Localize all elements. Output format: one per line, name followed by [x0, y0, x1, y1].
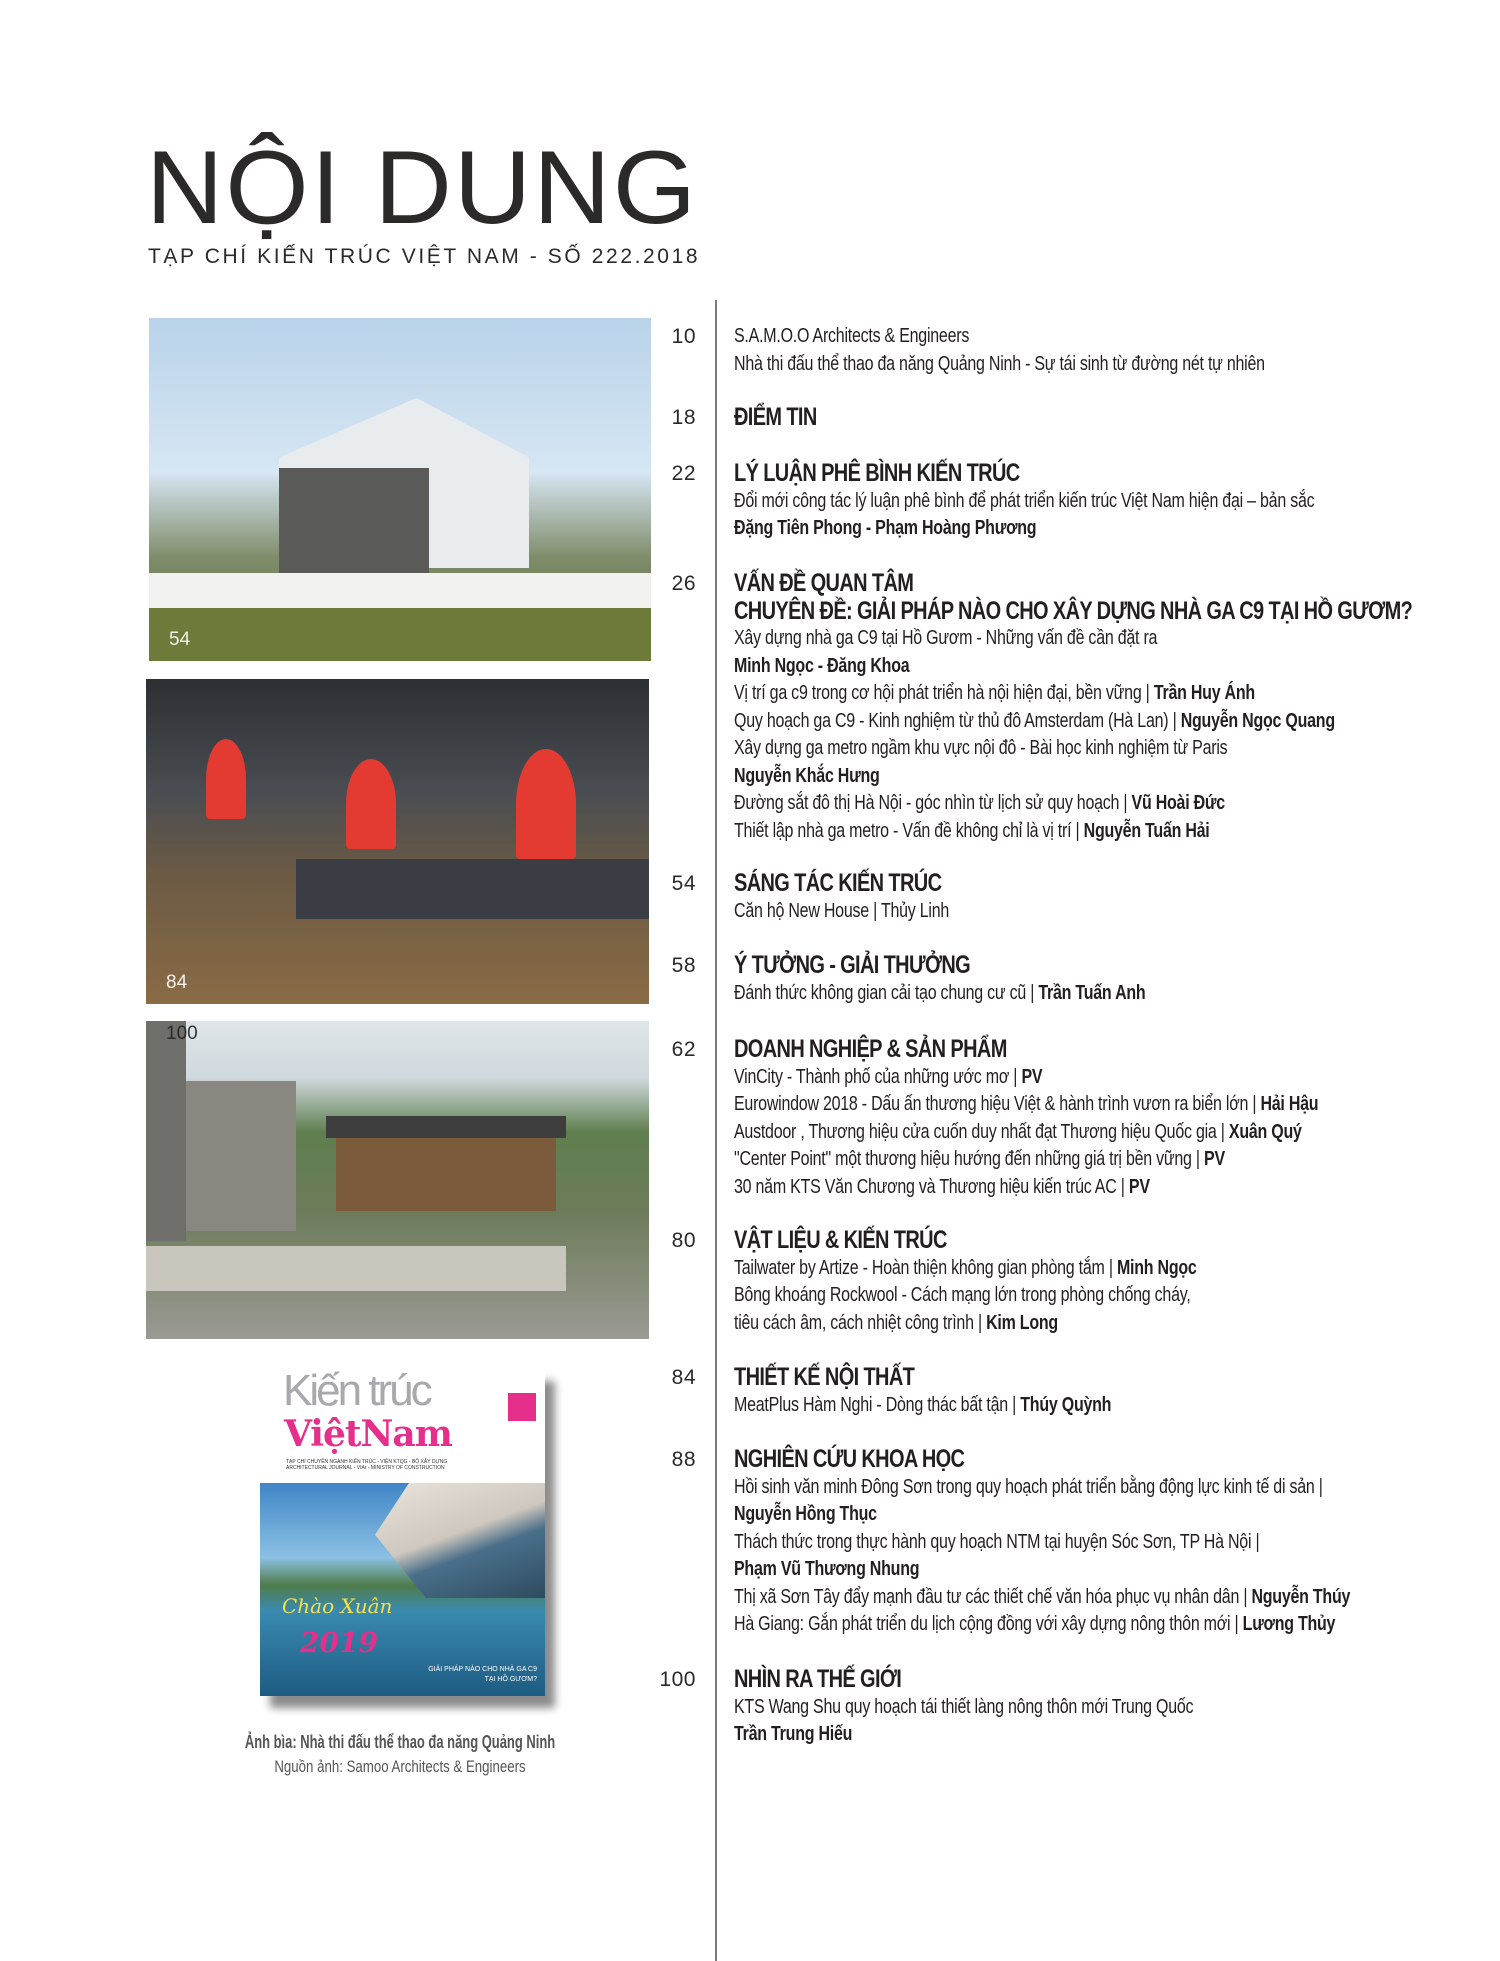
entry-title: Vị trí ga c9 trong cơ hội phát triển hà nội hiện đại, bền vững	[734, 682, 1142, 704]
entry-title: VinCity - Thành phố của những ước mơ	[734, 1065, 1010, 1088]
toc-entry[interactable]	[734, 763, 1412, 791]
photo-house	[149, 318, 651, 661]
toc-entry[interactable]	[734, 351, 1265, 379]
toc-entry[interactable]	[734, 1721, 1193, 1749]
toc-page-number: 22	[671, 462, 696, 485]
toc-section-title: THIẾT KẾ NỘI THẤT	[734, 1363, 915, 1391]
toc-page-number: 54	[671, 872, 696, 895]
toc-entry[interactable]: VinCity - Thành phố của những ước mơ | PV	[734, 1065, 1043, 1088]
toc-entry[interactable]: Hà Giang: Gắn phát triển du lịch cộng đồng với xây dựng nông thôn mới | Lương Thủy	[734, 1613, 1336, 1635]
toc-entry[interactable]	[734, 1529, 1350, 1557]
toc-section-title: LÝ LUẬN PHÊ BÌNH KIẾN TRÚC	[734, 459, 1020, 487]
entry-title: 30 năm KTS Văn Chương và Thương hiệu kiến trúc AC	[734, 1175, 1117, 1198]
toc-entry[interactable]	[734, 1556, 1350, 1584]
toc-entry[interactable]: MeatPlus Hàm Nghi - Dòng thác bất tận | Thúy Quỳnh	[734, 1393, 1112, 1416]
toc-entry[interactable]	[734, 323, 1265, 351]
toc-page-number: 58	[671, 954, 696, 977]
divider	[715, 300, 717, 1961]
entry-author: Xuân Quý	[1228, 1120, 1302, 1143]
toc-entry[interactable]	[734, 598, 1412, 626]
toc-entry[interactable]: Vị trí ga c9 trong cơ hội phát triển hà nội hiện đại, bền vững | Trần Huy Ánh	[734, 682, 1255, 704]
toc-entry[interactable]	[734, 1474, 1350, 1502]
entry-author: Trần Tuấn Anh	[1038, 981, 1146, 1004]
entry-title: Thách thức trong thực hành quy hoạch NTM tại huyện Sóc Sơn, TP Hà Nội |	[734, 1530, 1260, 1553]
entry-title: Austdoor , Thương hiệu cửa cuốn duy nhất đạt Thương hiệu Quốc gia	[734, 1120, 1217, 1143]
entry-title: MeatPlus Hàm Nghi - Dòng thác bất tận	[734, 1393, 1008, 1416]
entry-author: Nguyễn Tuấn Hải	[1083, 819, 1210, 842]
entry-author: Thúy Quỳnh	[1020, 1393, 1112, 1416]
photo-page-label: 54	[169, 629, 191, 650]
entry-author: PV	[1204, 1148, 1225, 1170]
cover-logo-icon	[508, 1393, 536, 1421]
toc-page-number: 62	[671, 1038, 696, 1061]
entry-title: Tailwater by Artize - Hoàn thiện không gian phòng tắm	[734, 1256, 1105, 1279]
entry-author: PV	[1021, 1065, 1043, 1088]
cover-tagline-1: TẠP CHÍ CHUYÊN NGÀNH KIẾN TRÚC - VIỆN KTQG - BỘ XÂY DỰNG	[286, 1459, 448, 1465]
entry-title: Đổi mới công tác lý luận phê bình để phát triển kiến trúc Việt Nam hiện đại – bản sắc	[734, 489, 1315, 512]
toc-entry[interactable]	[734, 625, 1412, 653]
entry-title: Eurowindow 2018 - Dấu ấn thương hiệu Việt & hành trình vươn ra biển lớn	[734, 1093, 1249, 1115]
toc-section-title: NGHIÊN CỨU KHOA HỌC	[734, 1445, 965, 1473]
toc-section-title: VẬT LIỆU & KIẾN TRÚC	[734, 1226, 947, 1254]
cover-source: Nguồn ảnh: Samoo Architects & Engineers	[274, 1757, 526, 1776]
toc-page-number: 88	[671, 1448, 696, 1471]
toc-section-title: NHÌN RA THẾ GIỚI	[734, 1665, 902, 1693]
toc-entry[interactable]	[734, 653, 1412, 681]
toc-entry[interactable]	[734, 735, 1412, 763]
entry-title: Nhà thi đấu thể thao đa năng Quảng Ninh - Sự tái sinh từ đường nét tự nhiên	[734, 352, 1265, 375]
toc-entry[interactable]: Eurowindow 2018 - Dấu ấn thương hiệu Việt & hành trình vươn ra biển lớn | Hải Hậu	[734, 1093, 1319, 1115]
toc-entry[interactable]: "Center Point" một thương hiệu hướng đến những giá trị bền vững | PV	[734, 1148, 1225, 1170]
entry-author: Nguyễn Khắc Hưng	[734, 764, 880, 787]
entry-title: KTS Wang Shu quy hoạch tái thiết làng nông thôn mới Trung Quốc	[734, 1695, 1194, 1718]
toc-entry[interactable]	[734, 515, 1314, 543]
photo-village	[146, 1021, 649, 1339]
entry-author: Lương Thủy	[1242, 1613, 1336, 1635]
entry-author: Trần Huy Ánh	[1153, 682, 1255, 704]
entry-author: Minh Ngọc - Đăng Khoa	[734, 654, 910, 677]
entry-author: Nguyễn Hồng Thục	[734, 1503, 877, 1525]
cover-headline-1: GIẢI PHÁP NÀO CHO NHÀ GA C9	[428, 1666, 537, 1673]
entry-title: "Center Point" một thương hiệu hướng đến những giá trị bền vững	[734, 1148, 1192, 1170]
toc-section-title: Ý TƯỞNG - GIẢI THƯỞNG	[734, 951, 971, 979]
entry-author: Kim Long	[986, 1311, 1058, 1334]
entry-title: Xây dựng nhà ga C9 tại Hồ Gươm - Những vấn đề cần đặt ra	[734, 627, 1158, 649]
toc-entry[interactable]	[734, 488, 1314, 516]
entry-author: Minh Ngọc	[1116, 1256, 1197, 1279]
cover-logo-bottom: ViệtNam	[284, 1413, 452, 1455]
toc-entry[interactable]: Đường sắt đô thị Hà Nội - góc nhìn từ lịch sử quy hoạch | Vũ Hoài Đức	[734, 792, 1225, 814]
entry-title: Hà Giang: Gắn phát triển du lịch cộng đồng với xây dựng nông thôn mới	[734, 1613, 1231, 1635]
entry-title: Căn hộ New House | Thủy Linh	[734, 899, 950, 922]
entry-title: Bông khoáng Rockwool - Cách mạng lớn trong phòng chống cháy,	[734, 1284, 1191, 1306]
toc-entry[interactable]: Quy hoạch ga C9 - Kinh nghiệm từ thủ đô Amsterdam (Hà Lan) | Nguyễn Ngọc Quang	[734, 709, 1335, 732]
toc-page-number: 26	[671, 572, 696, 595]
entry-subheading: CHUYÊN ĐỀ: GIẢI PHÁP NÀO CHO XÂY DỰNG NHÀ GA C9 TẠI HỒ GƯƠM?	[734, 596, 1413, 625]
toc-page-number: 18	[671, 406, 696, 429]
entry-author: PV	[1128, 1175, 1150, 1198]
entry-author: Hải Hậu	[1260, 1093, 1319, 1115]
page-subtitle: TẠP CHÍ KIẾN TRÚC VIỆT NAM - SỐ 222.2018	[148, 245, 701, 268]
toc-entry[interactable]: Thị xã Sơn Tây đẩy mạnh đầu tư các thiết chế văn hóa phục vụ nhân dân | Nguyễn Thúy	[734, 1585, 1351, 1608]
toc-entry[interactable]: Thiết lập nhà ga metro - Vấn đề không chỉ là vị trí | Nguyễn Tuấn Hải	[734, 819, 1210, 842]
toc-page-number: 100	[659, 1668, 696, 1691]
photo-page-label: 84	[166, 972, 188, 993]
entry-author: Nguyễn Thúy	[1251, 1585, 1351, 1608]
toc-entry[interactable]: Austdoor , Thương hiệu cửa cuốn duy nhất đạt Thương hiệu Quốc gia | Xuân Quý	[734, 1120, 1302, 1143]
entry-title: Thị xã Sơn Tây đẩy mạnh đầu tư các thiết chế văn hóa phục vụ nhân dân	[734, 1585, 1240, 1608]
entry-title: S.A.M.O.O Architects & Engineers	[734, 325, 970, 347]
entry-title: Đánh thức không gian cải tạo chung cư cũ	[734, 981, 1027, 1004]
toc-section-title: ĐIỂM TIN	[734, 403, 817, 431]
toc-entry[interactable]: Đánh thức không gian cải tạo chung cư cũ | Trần Tuấn Anh	[734, 981, 1146, 1004]
toc-section-title: VẤN ĐỀ QUAN TÂM	[734, 569, 914, 597]
magazine-cover	[260, 1366, 545, 1696]
cover-year: 2019	[300, 1626, 378, 1659]
cover-tagline-2: ARCHITECTURAL JOURNAL - VIAr - MINISTRY OF CONSTRUCTION	[286, 1465, 445, 1471]
entry-author: Phạm Vũ Thương Nhung	[734, 1558, 920, 1580]
toc-section-title: SÁNG TÁC KIẾN TRÚC	[734, 869, 942, 897]
entry-author: Nguyễn Ngọc Quang	[1180, 709, 1335, 732]
cover-caption: Ảnh bìa: Nhà thi đấu thể thao đa năng Quảng Ninh	[244, 1732, 556, 1752]
entry-author: Đặng Tiên Phong - Phạm Hoàng Phương	[734, 517, 1037, 539]
cover-greeting: Chào Xuân	[282, 1594, 393, 1618]
toc-entry[interactable]: tiêu cách âm, cách nhiệt công trình | Kim Long	[734, 1311, 1058, 1334]
entry-title: Thiết lập nhà ga metro - Vấn đề không chỉ là vị trí	[734, 819, 1072, 842]
entry-title: Quy hoạch ga C9 - Kinh nghiệm từ thủ đô Amsterdam (Hà Lan)	[734, 709, 1169, 732]
page-title: NỘI DUNG	[146, 130, 699, 246]
toc-section-title: DOANH NGHIỆP & SẢN PHẨM	[734, 1035, 1007, 1063]
toc-entry[interactable]: Tailwater by Artize - Hoàn thiện không gian phòng tắm | Minh Ngọc	[734, 1256, 1197, 1279]
toc-page-number: 10	[671, 325, 696, 348]
toc-entry[interactable]	[734, 898, 949, 926]
toc-entry[interactable]: 30 năm KTS Văn Chương và Thương hiệu kiến trúc AC | PV	[734, 1175, 1150, 1198]
toc-page-number: 80	[671, 1229, 696, 1252]
cover-image	[260, 1483, 545, 1696]
cover-logo-top: Kiến trúc	[283, 1366, 430, 1415]
toc-page-number: 84	[671, 1366, 696, 1389]
entry-title: tiêu cách âm, cách nhiệt công trình	[734, 1311, 974, 1334]
toc-entry[interactable]	[734, 1694, 1193, 1722]
photo-page-label: 100	[166, 1023, 198, 1044]
cover-headline-2: TẠI HỒ GƯƠM?	[484, 1676, 537, 1683]
toc-entry[interactable]	[734, 1282, 1197, 1310]
entry-author: Trần Trung Hiếu	[734, 1723, 853, 1745]
toc-entry[interactable]	[734, 1501, 1350, 1529]
entry-title: Xây dựng ga metro ngầm khu vực nội đô - Bài học kinh nghiệm từ Paris	[734, 737, 1228, 759]
entry-title: Đường sắt đô thị Hà Nội - góc nhìn từ lịch sử quy hoạch	[734, 792, 1120, 814]
entry-author: Vũ Hoài Đức	[1131, 792, 1225, 814]
entry-title: Hồi sinh văn minh Đông Sơn trong quy hoạch phát triển bằng động lực kinh tế di sản |	[734, 1475, 1323, 1498]
